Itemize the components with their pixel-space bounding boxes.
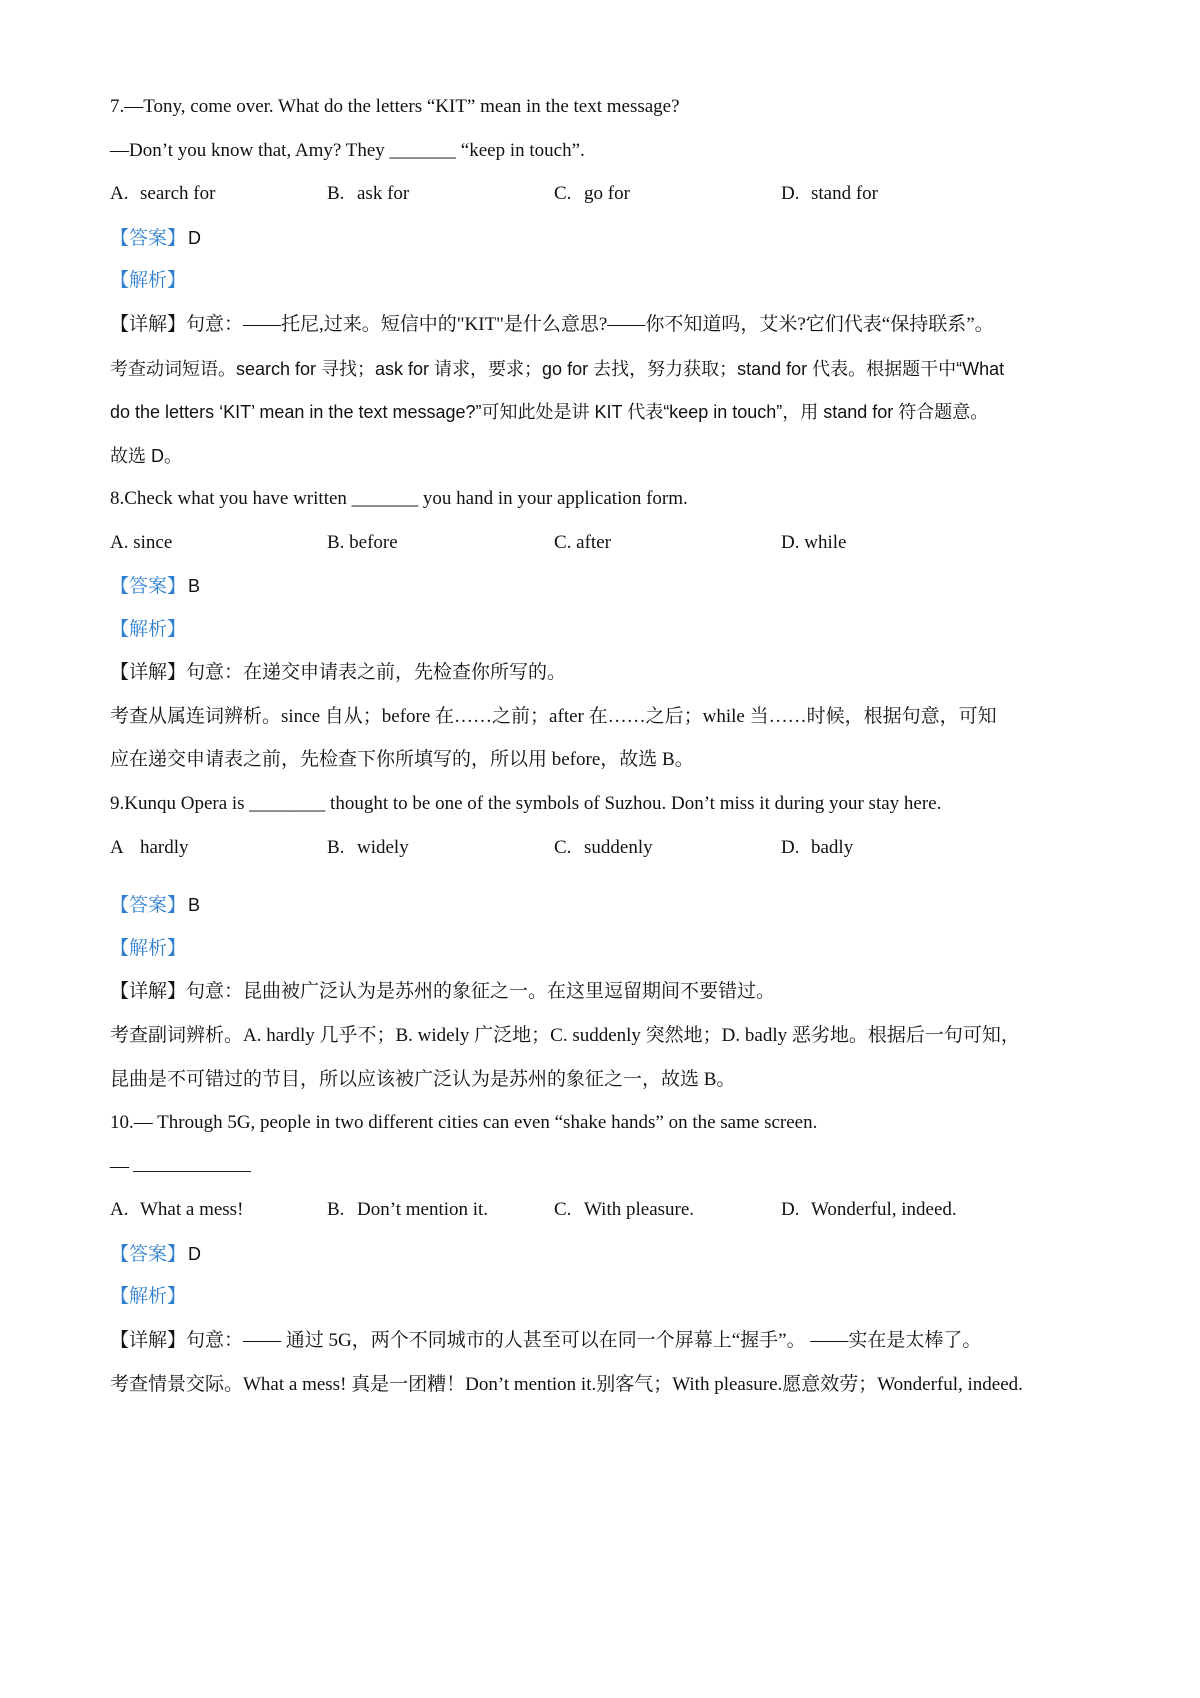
q10-stem: 10.— Through 5G, people in two different cities can even “shake hands” on the same screen. (110, 1112, 818, 1133)
q7-options (110, 182, 1104, 206)
q8-answer: 【答案】 B (110, 576, 201, 597)
q10-answer: 【答案】 D (110, 1244, 202, 1265)
q8-detail: 【详解】句意：在递交申请表之前，先检查你所写的。 (110, 662, 567, 683)
q8-analysis-label: 【解析】 (110, 619, 187, 640)
answer-blank (133, 1157, 251, 1172)
q8-option-d: D. while (781, 532, 847, 553)
q7-option-c: C. go for (554, 183, 630, 204)
q9-option-a: A hardly (110, 837, 189, 858)
q9-options (110, 836, 1104, 860)
q7-stem: 7.—Tony, come over. What do the letters “KIT” mean in the text message? (110, 96, 680, 117)
q10-detail-2: 考查情景交际。What a mess! 真是一团糟！Don’t mention it.别客气；With pleasure.愿意效劳；Wonderful, indeed. (110, 1374, 1023, 1395)
q10-option-a: A. What a mess! (110, 1199, 244, 1220)
q7-detail-4: 故选 D。 (110, 446, 182, 466)
q7-option-b: B. ask for (327, 183, 410, 204)
q8-detail-2: 考查从属连词辨析。since 自从；before 在……之前；after 在……之后；while 当……时候，根据句意，可知 (110, 706, 997, 727)
q8-options (110, 531, 1104, 555)
q10-option-d: D. Wonderful, indeed. (781, 1199, 957, 1220)
q8-option-a: A. since (110, 532, 173, 553)
q9-detail-2: 考查副词辨析。A. hardly 几乎不；B. widely 广泛地；C. suddenly 突然地；D. badly 恶劣地。根据后一句可知， (110, 1025, 1020, 1046)
q9-option-c: C. suddenly (554, 837, 653, 858)
q10-detail: 【详解】句意：—— 通过 5G，两个不同城市的人甚至可以在同一个屏幕上“握手”。 ——实在是太棒了。 (110, 1330, 982, 1351)
q9-option-b: B. widely (327, 837, 409, 858)
q7-answer: 【答案】 D (110, 228, 202, 249)
q7-detail-2: 考查动词短语。search for 寻找；ask for 请求，要求；go for 去找，努力获取；stand for 代表。根据题干中“What (110, 359, 1005, 379)
q9-answer: 【答案】 B (110, 895, 201, 916)
q8-option-c: C. after (554, 532, 611, 553)
q9-analysis-label: 【解析】 (110, 938, 187, 959)
q9-stem: 9.Kunqu Opera is ________ thought to be one of the symbols of Suzhou. Don’t miss it during your stay here. (110, 793, 942, 814)
q7-detail-3: do the letters ‘KIT’ mean in the text message?”可知此处是讲 KIT 代表“keep in touch”，用 stand for 符合题意。 (110, 402, 989, 422)
q10-analysis-label: 【解析】 (110, 1286, 187, 1307)
q10-reply-line: — (110, 1155, 1104, 1179)
q7-detail: 【详解】句意：——托尼,过来。短信中的"KIT"是什么意思?——你不知道吗，艾米?它们代表“保持联系”。 (110, 314, 994, 335)
q9-detail: 【详解】句意：昆曲被广泛认为是苏州的象征之一。在这里逗留期间不要错过。 (110, 981, 776, 1002)
q9-option-d: D. badly (781, 837, 854, 858)
q8-option-b: B. before (327, 532, 398, 553)
q9-detail-3: 昆曲是不可错过的节目，所以应该被广泛认为是苏州的象征之一，故选 B。 (110, 1069, 736, 1090)
q7-option-a: A. search for (110, 183, 216, 204)
q7-stem-reply: —Don’t you know that, Amy? They _______ “keep in touch”. (110, 140, 585, 161)
q10-option-b: B. Don’t mention it. (327, 1199, 489, 1220)
q10-options (110, 1198, 1104, 1222)
q8-detail-3: 应在递交申请表之前，先检查下你所填写的，所以用 before，故选 B。 (110, 749, 694, 770)
q8-stem: 8.Check what you have written _______ you hand in your application form. (110, 488, 688, 509)
q10-option-c: C. With pleasure. (554, 1199, 695, 1220)
q7-option-d: D. stand for (781, 183, 879, 204)
q7-analysis-label: 【解析】 (110, 270, 187, 291)
